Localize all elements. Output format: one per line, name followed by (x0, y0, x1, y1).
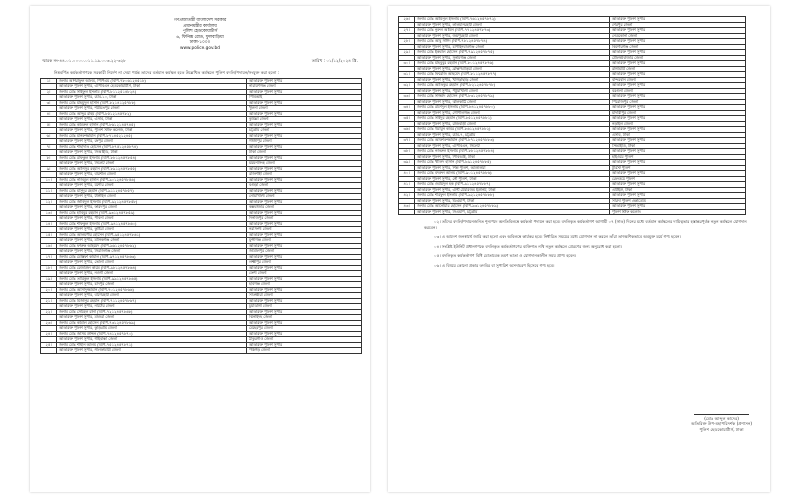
name-cell: অতিরিক্ত পুলিশ সুপার, নৌ পুলিশ, ঢাকা (415, 176, 610, 182)
name-cell: অতিরিক্ত পুলিশ সুপার, শিল্প পুলিশ, আশুলিয়া (415, 165, 610, 171)
serial-cell: ১৪। (41, 221, 57, 227)
posting-cell: সাতক্ষীরা জেলা (247, 293, 362, 299)
posting-cell: বান্দরবান জেলা (610, 77, 746, 83)
posting-cell: নেত্রকোনা জেলা (610, 33, 746, 39)
posting-cell: অতিরিক্ত পুলিশ সুপার (610, 17, 746, 23)
name-cell: অতিরিক্ত পুলিশ সুপার, রাজবাড়ী জেলা (415, 121, 610, 127)
serial-cell: ১৬। (41, 243, 57, 249)
name-cell: অতিরিক্ত পুলিশ সুপার, কুষ্টিয়া জেলা (57, 227, 247, 233)
letterhead-line: www.police.gov.bd (179, 45, 221, 51)
serial-cell: ৩৫। (399, 116, 415, 122)
name-cell: অতিরিক্ত পুলিশ সুপার, টাঙ্গাইল জেলা (57, 194, 247, 200)
posting-cell: অতিরিক্ত পুলিশ সুপার (247, 78, 362, 84)
note-paragraph: ০৬। এ বিষয়ে কোনো প্রকার তদবির বা সুপারিশ অসদাচরণ হিসেবে গণ্য হবে। (434, 262, 555, 268)
name-cell: জনাব মোঃ বদরুল আলম (বিপি-৯০১২৪৫৭৮৮৬) (415, 171, 610, 177)
posting-cell: অতিরিক্ত পুলিশ সুপার (247, 144, 362, 150)
serial-cell: ২৮। (399, 39, 415, 45)
name-cell: অতিরিক্ত পুলিশ সুপার, চাঁদপুর জেলা (57, 282, 247, 288)
posting-cell: বরগুনা জেলা (610, 88, 746, 94)
memo-date: তারিখ : ০১/১২/২০২৪ খ্রি. (311, 57, 358, 63)
note-paragraph: ০৫। বদলিকৃত কর্মকর্তাগণ বিধি মোতাবেক ভ্রমণ ভাতা ও যোগদানকালীন সময় প্রাপ্য হবেন। (434, 253, 577, 258)
posting-cell: অতিরিক্ত পুলিশ সুপার (610, 149, 746, 155)
name-cell: অতিরিক্ত পুলিশ সুপার, ঝালকাঠি জেলা (415, 99, 610, 105)
name-cell: অতিরিক্ত পুলিশ সুপার, এসবি, ঢাকা (57, 117, 247, 123)
serial-cell (41, 348, 57, 354)
note-paragraph: ০৩। এ আদেশ জনস্বার্থে জারি করা হলো এবং অবিলম্বে কার্যকর হবে। নির্ধারিত সময়ের মধ্যে যোগদান না করলে তাঁরা তাৎক্ষণিকভাবে অবমুক্ত মর্মে গণ্য হবেন। (434, 234, 681, 239)
serial-cell: ২০। (41, 287, 57, 293)
posting-cell: ঢাকা জেলা (247, 150, 362, 156)
serial-cell: ৩১। (399, 72, 415, 78)
posting-cell: অতিরিক্ত পুলিশ সুপার (610, 193, 746, 199)
posting-cell: এসবি, ঢাকা (610, 132, 746, 138)
name-cell: জনাব মোঃ কামরুল হাসান (বিপি-৮৬১২১৪৫৭৪৫) (57, 122, 247, 128)
posting-cell: ময়মনসিংহ জেলা (247, 161, 362, 167)
name-cell: জনাব মোঃ মনিরুজ্জামান (বিপি-৮৭১৪৫২১২৪৫) (57, 133, 247, 139)
name-cell: অতিরিক্ত পুলিশ সুপার, চাঁপাইনবাবগঞ্জ জেলা (415, 44, 610, 50)
name-cell: জনাব মোঃ শাহাদাত হোসেন (বিপি-৮৭৫১২৪৫৮৭৪) (57, 144, 247, 150)
name-cell: জনাব মোঃ শাহীন আলম (বিপি-৭৫১২৪৫৭৮৭১) (57, 342, 247, 348)
posting-cell: অতিরিক্ত পুলিশ সুপার (247, 232, 362, 238)
posting-cell: অতিরিক্ত পুলিশ সুপার (610, 204, 746, 210)
name-cell: জনাব মোঃ সাজ্জাদ হোসেন (বিপি-৮৩১২৪৫৭৮৭৯) (415, 94, 610, 100)
name-cell: জনাব মোঃ মোস্তফা কামাল (বিপি-৯৭১২৪৫৭৮৬৩) (57, 254, 247, 260)
serial-cell: ১৮। (41, 265, 57, 271)
name-cell: অতিরিক্ত পুলিশ সুপার, পটুয়াখালী জেলা (415, 88, 610, 94)
posting-cell: অতিরিক্ত পুলিশ সুপার (247, 265, 362, 271)
name-cell: জনাব মোঃ নুরুল আমিন (বিপি-৭৭১২৪৫৭৮৭৩) (415, 28, 610, 34)
posting-cell: অতিরিক্ত পুলিশ সুপার (247, 111, 362, 117)
letterhead-line: গণপ্রজাতন্ত্রী বাংলাদেশ সরকার (173, 18, 227, 23)
posting-cell: অতিরিক্ত পুলিশ সুপার (247, 331, 362, 337)
posting-cell: অতিরিক্ত পুলিশ সুপার (610, 182, 746, 188)
posting-cell: মেহেরপুর জেলা (247, 326, 362, 332)
serial-cell: ৫। (41, 122, 57, 128)
document-page-right (388, 6, 770, 492)
posting-cell: অতিরিক্ত পুলিশ সুপার (610, 28, 746, 34)
name-cell: জনাব মোঃ শরিফুল ইসলাম (বিপি-৯২১২৪৫৭৮৮৮) (415, 193, 610, 199)
posting-cell: অতিরিক্ত পুলিশ সুপার (610, 61, 746, 67)
posting-cell: অতিরিক্ত পুলিশ সুপার (247, 320, 362, 326)
name-cell: জনাব মোঃ মাহমুদুল হাসান (বিপি-৮২১৪১২৫৭৮৮) (57, 100, 247, 106)
posting-cell: অতিরিক্ত পুলিশ সুপার (610, 138, 746, 144)
serial-cell: ২৯। (399, 50, 415, 56)
name-cell: অতিরিক্ত পুলিশ সুপার, খাগড়াছড়ি জেলা (415, 77, 610, 83)
serial-cell: ৩। (41, 100, 57, 106)
posting-cell: অতিরিক্ত পুলিশ সুপার (247, 100, 362, 106)
posting-cell: কক্সবাজার জেলা (247, 205, 362, 211)
name-cell: অতিরিক্ত পুলিশ সুপার, মাগুরা জেলা (57, 315, 247, 321)
name-cell: অতিরিক্ত পুলিশ সুপার, সিরাজগঞ্জ জেলা (57, 249, 247, 255)
posting-cell: নোয়াখালী জেলা (247, 194, 362, 200)
posting-cell: পুলিশ স্টাফ কলেজ (610, 209, 746, 215)
name-cell: অতিরিক্ত পুলিশ সুপার, পাবনা জেলা (57, 216, 247, 222)
serial-cell: ২৪। (41, 331, 57, 337)
letterhead (30, 18, 370, 52)
posting-cell: অতিরিক্ত পুলিশ সুপার (247, 89, 362, 95)
serial-cell: ৭। (41, 144, 57, 150)
table-row (399, 209, 746, 215)
letterhead-line: ৬, ফিনিক্স রোড, ফুলবাড়িয়া (176, 34, 224, 40)
posting-cell: ঝিনাইদহ জেলা (247, 315, 362, 321)
signature-line (694, 414, 749, 415)
name-cell: অতিরিক্ত পুলিশ সুপার, শরীয়তপুর জেলা (57, 106, 247, 112)
name-cell: জনাব মোঃ কামাল হোসেন (বিপি-৭৩১২৪৫৭৮৬৯) (57, 320, 247, 326)
serial-cell: ৩২। (399, 83, 415, 89)
name-cell: জনাব মোঃ শফিকুল ইসলাম (বিপি-৯৪১২৪৫৭৮৬০) (57, 221, 247, 227)
name-cell: অতিরিক্ত পুলিশ সুপার, পুলিশ স্টাফ কলেজ, ঢাকা (57, 128, 247, 134)
name-cell: জনাব মোঃ নাজমুল হাসান (বিপি-৯০১২৪৫৭৮৫৬) (57, 177, 247, 183)
serial-cell: ৪। (41, 111, 57, 117)
serial-cell: ২১। (41, 298, 57, 304)
serial-cell: ৪২। (399, 193, 415, 199)
posting-cell: অতিরিক্ত পুলিশ সুপার (247, 276, 362, 282)
serial-cell: ২৬। (399, 17, 415, 23)
posting-cell: অতিরিক্ত পুলিশ সুপার (247, 309, 362, 315)
posting-cell: অতিরিক্ত পুলিশ সুপার (247, 177, 362, 183)
posting-cell: অতিরিক্ত পুলিশ সুপার (247, 199, 362, 205)
serial-cell: ৪৩। (399, 204, 415, 210)
name-cell: অতিরিক্ত পুলিশ সুপার, গাইবান্ধা জেলা (57, 337, 247, 343)
signature-block (691, 414, 752, 432)
note-paragraph: ০২। তাঁদের বদলি/পদায়নজনিত শূন্যপদে অনতিবিলম্বে কর্মকর্তা পদায়ন করা হবে। বদলিকৃত কর্মকর্তাগণ আগামী ০৭ (সাত) দিনের মধ্যে বর্তমান কর্মস্থলের দায়িত্বভার হস্তান্তরপূর্বক নতুন কর্মস্থলে যোগদান করবেন। (424, 219, 747, 230)
name-cell: অতিরিক্ত পুলিশ সুপার, নীলফামারী জেলা (57, 348, 247, 354)
posting-cell: অতিরিক্ত পুলিশ সুপার (247, 342, 362, 348)
posting-cell: রাঙ্গামাটি জেলা (610, 66, 746, 72)
name-cell: অতিরিক্ত পুলিশ সুপার, র‍্যাব-৭, চট্টগ্রাম (415, 132, 610, 138)
posting-cell: কুমিল্লা জেলা (247, 117, 362, 123)
name-cell: জনাব মোঃ সাইফুল ইসলাম (বিপি-৮১১২৫১৪৮২৪) (57, 89, 247, 95)
name-cell: জনাব মোঃ ইকবাল হোসেন (বিপি-৭৯১২৪৫৭৮৭৫) (415, 50, 610, 56)
serial-cell: ৩৩। (399, 94, 415, 100)
name-cell: জনাব মোঃ আনোয়ার হোসেন (বিপি-৯৩১২৪৫৭৮৮৯) (415, 204, 610, 210)
name-cell: জনাব মোঃ হাবিবুর রহমান (বিপি-৯৩১২৪৫৭৮৫৯) (57, 210, 247, 216)
posting-cell: ফেনী জেলা (247, 271, 362, 277)
name-cell: জনাব মোঃ জাহিদুল ইসলাম (বিপি-৯২১২৪৫৭৮৫৮) (57, 199, 247, 205)
posting-cell: অতিরিক্ত পুলিশ সুপার (247, 155, 362, 161)
serial-cell: ১০। (41, 177, 57, 183)
posting-cell: কিশোরগঞ্জ জেলা (610, 44, 746, 50)
memo-number: স্মারক নং-৪৪.০১.০০০০.০১১.১৯.০০৩.২২-৩২৮ (42, 57, 127, 63)
name-cell: অতিরিক্ত পুলিশ সুপার, সুনামগঞ্জ জেলা (415, 55, 610, 61)
posting-cell: নড়াইল জেলা (610, 121, 746, 127)
posting-cell: অতিরিক্ত পুলিশ সুপার (247, 210, 362, 216)
serial-cell: ৩৬। (399, 127, 415, 133)
serial-cell: ২৭। (399, 28, 415, 34)
posting-cell: গাজীপুর জেলা (247, 139, 362, 145)
note-paragraph: ০৪। সংশ্লিষ্ট ইউনিট প্রধানগণকে বদলিকৃত কর্মকর্তাগণের ব্যক্তিগত নথি নতুন কর্মস্থলে প্রেরণের জন্য অনুরোধ করা হলো। (434, 243, 623, 249)
name-cell: অতিরিক্ত পুলিশ সুপার, সিএমপি, চট্টগ্রাম (415, 209, 610, 215)
serial-cell: ১। (41, 78, 57, 84)
name-cell: জনাব মোঃ আসাদুজ্জামান (বিপি-৭০১২৪৫৭৮৬৬) (57, 287, 247, 293)
signatory-office: পুলিশ হেডকোয়ার্টার্স, ঢাকা (699, 426, 744, 432)
name-cell: অতিরিক্ত পুলিশ সুপার, কুড়িগ্রাম জেলা (57, 326, 247, 332)
posting-cell: সারদা পুলিশ একাডেমি (610, 198, 746, 204)
posting-cell: অতিরিক্ত পুলিশ সুপার (247, 254, 362, 260)
serial-cell: ১২। (41, 199, 57, 205)
name-cell: জনাব মোঃ আলমগীর হোসেন (বিপি-৯৫১২৪৫৭৮৬১) (57, 232, 247, 238)
name-cell: অতিরিক্ত পুলিশ সুপার, ফরিদপুর জেলা (57, 205, 247, 211)
name-cell: অতিরিক্ত পুলিশ সুপার, বরিশাল জেলা (57, 172, 247, 178)
posting-cell: অতিরিক্ত পুলিশ সুপার (610, 171, 746, 177)
name-cell: জনাব মোঃ নজরুল ইসলাম (বিপি-৮৮১২৪৫৭৮৮৪) (415, 149, 610, 155)
transfer-table (40, 78, 362, 354)
name-cell: অতিরিক্ত পুলিশ সুপার, ভোলা জেলা (57, 260, 247, 266)
posting-cell: টুরিস্ট পুলিশ (610, 165, 746, 171)
serial-cell: ১৫। (41, 232, 57, 238)
transfer-table (398, 16, 746, 215)
serial-cell: ৩৭। (399, 138, 415, 144)
serial-cell: ৯। (41, 166, 57, 172)
name-cell: জনাব মোঃ রাশেদুল ইসলাম (বিপি-৮৪১২৪৫৭৮৮০) (415, 105, 610, 111)
serial-cell: ২২। (41, 309, 57, 315)
serial-cell: ২৫। (41, 342, 57, 348)
posting-cell: মুন্সীগঞ্জ জেলা (247, 238, 362, 244)
name-cell: অতিরিক্ত পুলিশ সুপার, এপিবিএন হেডকোয়ার্টার্স, ঢাকা (57, 84, 247, 90)
serial-cell: ৩৪। (399, 105, 415, 111)
name-cell: জনাব মোঃ আব্দুর রহিম (বিপি-৮৫১২১৪৫৭৮২) (57, 111, 247, 117)
posting-cell: দিনাজপুর জেলা (247, 216, 362, 222)
name-cell: অতিরিক্ত পুলিশ সুপার, সিলেট জেলা (57, 161, 247, 167)
posting-cell: অতিরিক্ত পুলিশ সুপার (247, 221, 362, 227)
posting-cell: মাদারীপুর জেলা (610, 110, 746, 116)
posting-cell: অতিরিক্ত পুলিশ সুপার (610, 94, 746, 100)
name-cell: জনাব মোঃ জসিম উদ্দিন (বিপি-৭৪১২৪৫৭৮৭০) (57, 331, 247, 337)
serial-cell: ৩৮। (399, 149, 415, 155)
posting-cell: চট্টগ্রাম জেলা (247, 128, 362, 134)
serial-cell: ১৩। (41, 210, 57, 216)
letterhead-line: প্রধানমন্ত্রীর কার্যালয় (183, 23, 217, 29)
posting-cell: অতিরিক্ত পুলিশ সুপার (247, 122, 362, 128)
name-cell: জনাব মোঃ মাহবুবুর রহমান (বিপি-৮০১২৪৫৭৮৭৬) (415, 61, 610, 67)
name-cell: জনাব মোঃ সোহেল রানা (বিপি-৭২১২৪৫৭৮৬৮) (57, 309, 247, 315)
posting-cell: অতিরিক্ত পুলিশ সুপার (247, 243, 362, 249)
posting-cell: অতিরিক্ত পুলিশ সুপার (247, 166, 362, 172)
name-cell: জনাব মোঃ ফিরোজ আহমেদ (বিপি-৮১১২৪৫৭৮৭৭) (415, 72, 610, 78)
posting-cell: চুয়াডাঙ্গা জেলা (247, 304, 362, 310)
table-row (41, 348, 362, 354)
name-cell: অতিরিক্ত পুলিশ সুপার, যশোর জেলা (57, 183, 247, 189)
name-cell: জনাব মোঃ ফারুক আহমেদ (বিপি-৯৬১২৪৫৭৮৬২) (57, 243, 247, 249)
serial-cell: ৪০। (399, 171, 415, 177)
serial-cell: ৪১। (399, 182, 415, 188)
posting-cell: রাজশাহী জেলা (247, 172, 362, 178)
name-cell: অতিরিক্ত পুলিশ সুপার, লালমনিরহাট জেলা (415, 22, 610, 28)
serial-cell: ২৩। (41, 320, 57, 326)
name-cell: অতিরিক্ত পুলিশ সুপার, বাগেরহাট জেলা (57, 293, 247, 299)
posting-cell: অতিরিক্ত পুলিশ সুপার (610, 39, 746, 45)
posting-cell: লক্ষ্মীপুর জেলা (247, 260, 362, 266)
name-cell: জনাব মোঃ রফিকুল ইসলাম (বিপি-৮৮১২৪৫৭৮৫৪) (57, 155, 247, 161)
posting-cell: এটিইউ, ঢাকা (610, 187, 746, 193)
posting-cell: পঞ্চগড় জেলা (247, 348, 362, 354)
name-cell: অতিরিক্ত পুলিশ সুপার, এন্টি টেররিজম ইউনিট, ঢাকা (415, 187, 610, 193)
posting-cell: ঠাকুরগাঁও জেলা (247, 337, 362, 343)
posting-cell: পিরোজপুর জেলা (610, 99, 746, 105)
name-cell: জনাব মোঃ আতিকুর রহমান (বিপি-৮২১২৪৫৭৮৭৮) (415, 83, 610, 89)
serial-cell: ৩৯। (399, 160, 415, 166)
serial-cell: ৩০। (399, 61, 415, 67)
name-cell: অতিরিক্ত পুলিশ সুপার, জয়পুরহাট জেলা (415, 33, 610, 39)
name-cell: জনাব মোঃ রেজাউল করিম (বিপি-৯৮১২৪৫৭৮৬৪) (57, 265, 247, 271)
name-cell: অতিরিক্ত পুলিশ সুপার, নাটোর জেলা (57, 304, 247, 310)
intro-paragraph: নিম্নবর্ণিত কর্মকর্তাগণকে সরকারী নির্দেশ না দেয়া পর্যন্ত তাদের বর্তমান কর্মস্থল হতে উল্লেখিত কর্মস্থলে পুলিশ বদলি/পদায়ন/সংযুক্ত করা হলো : (54, 69, 280, 75)
name-cell: জনাব মোঃ হুমায়ুন কবির (বিপি-৮৬১২৪৫৭৮৮২) (415, 127, 610, 133)
signatory-title: অতিরিক্ত উপ-মহাপরিদর্শক (প্রশাসন) (691, 421, 752, 427)
name-cell: অতিরিক্ত পুলিশ সুপার, পিবিআই, ঢাকা (415, 154, 610, 160)
posting-cell: নারায়ণগঞ্জ জেলা (247, 84, 362, 90)
posting-cell: অতিরিক্ত পুলিশ সুপার (610, 127, 746, 133)
posting-cell: হাইওয়ে পুলিশ (610, 154, 746, 160)
name-cell: অতিরিক্ত পুলিশ সুপার, মানিকগঞ্জ জেলা (57, 238, 247, 244)
posting-cell: পিবিআই (247, 95, 362, 101)
serial-cell: ১৭। (41, 254, 57, 260)
name-cell: জনাব মোঃ আনিসুর রহমান (বিপি-৮৯১২৪৫৭৮৫৫) (57, 166, 247, 172)
name-cell: জনাব মোঃ মাসুদুর রহমান (বিপি-৯১১২৪৫৭৮৫৭) (57, 188, 247, 194)
letterhead-line: পুলিশ হেডকোয়ার্টার্স (182, 29, 218, 35)
name-cell: জনাব মোঃ মিজানুর রহমান (বিপি-৭১১২৪৫৭৮৬৭) (57, 298, 247, 304)
posting-cell: অতিরিক্ত পুলিশ সুপার (247, 188, 362, 194)
serial-cell: ২। (41, 89, 57, 95)
name-cell: অতিরিক্ত পুলিশ সুপার, নওগাঁ জেলা (57, 271, 247, 277)
posting-cell: অতিরিক্ত পুলিশ সুপার (247, 133, 362, 139)
posting-cell: অতিরিক্ত পুলিশ সুপার (610, 50, 746, 56)
posting-cell: মৌলভীবাজার জেলা (610, 55, 746, 61)
name-cell: অতিরিক্ত পুলিশ সুপার, ডিএমপি, ঢাকা (415, 198, 610, 204)
name-cell: অতিরিক্ত পুলিশ সুপার, র‍্যাব-১০, ঢাকা (57, 95, 247, 101)
posting-cell: খুলনা জেলা (247, 106, 362, 112)
posting-cell: হবিগঞ্জ জেলা (247, 282, 362, 288)
posting-cell: নরসিংদী জেলা (247, 227, 362, 233)
name-cell: জনাব মোঃ আমিনুল ইসলাম (বিপি-৭৬১২৪৫৭৮৭২) (415, 17, 610, 23)
name-cell: জনাব মোঃ আবু সাঈদ (বিপি-৭৮১২৪৫৭৮৭৪) (415, 39, 610, 45)
serial-cell: ৮। (41, 155, 57, 161)
document-page-left (30, 6, 370, 492)
serial-cell: ৬। (41, 133, 57, 139)
name-cell: অতিরিক্ত পুলিশ সুপার, এপিবিএন, সিলেট (415, 143, 610, 149)
name-cell: জনাব মোঃ ওবায়দুল হক (বিপি-৯১১২৪৫৭৮৮৭) (415, 182, 610, 188)
posting-cell: বগুড়া জেলা (247, 183, 362, 189)
name-cell: অতিরিক্ত পুলিশ সুপার, গোপালগঞ্জ জেলা (415, 110, 610, 116)
posting-cell: অতিরিক্ত পুলিশ সুপার (610, 160, 746, 166)
posting-cell: অতিরিক্ত পুলিশ সুপার (610, 72, 746, 78)
order-notes (424, 219, 758, 268)
posting-cell: অতিরিক্ত পুলিশ সুপার (247, 298, 362, 304)
posting-cell: অতিরিক্ত পুলিশ সুপার (610, 105, 746, 111)
name-cell: অতিরিক্ত পুলিশ সুপার, সিআইডি, ঢাকা (57, 150, 247, 156)
letterhead-line: ঢাকা-১০০০ (189, 40, 211, 46)
posting-cell: জামালপুর জেলা (247, 249, 362, 255)
name-cell: অতিরিক্ত পুলিশ সুপার, ব্রাহ্মণবাড়িয়া জেলা (415, 66, 610, 72)
name-cell: জনাব আশরাফুল আলম, পিপিএম (বিপি-৭৮০৬১২৪৫১৮) (57, 78, 247, 84)
name-cell: অতিরিক্ত পুলিশ সুপার, রংপুর জেলা (57, 139, 247, 145)
posting-cell: অতিরিক্ত পুলিশ সুপার (610, 116, 746, 122)
posting-cell: রেলওয়ে পুলিশ (610, 176, 746, 182)
name-cell: জনাব মোঃ আক্তারুজ্জামান (বিপি-৮৭১২৪৫৭৮৮৩) (415, 138, 610, 144)
name-cell: জনাব মোঃ তারিকুল ইসলাম (বিপি-৯৯১২৪৫৭৮৬৫) (57, 276, 247, 282)
serial-cell (399, 209, 415, 215)
serial-cell: ১১। (41, 188, 57, 194)
memo-reference (42, 58, 358, 65)
posting-cell: শেরপুর জেলা (610, 22, 746, 28)
serial-cell: ১৯। (41, 276, 57, 282)
name-cell: জনাব মোঃ খালিদ হাসান (বিপি-৮৯১২৪৫৭৮৮৫) (415, 160, 610, 166)
posting-cell: সিআইডি, ঢাকা (610, 143, 746, 149)
posting-cell: অতিরিক্ত পুলিশ সুপার (610, 83, 746, 89)
signatory-name: (মোঃ আব্দুল কাদের) (704, 415, 739, 421)
name-cell: জনাব মোঃ সাইদুর রহমান (বিপি-৮৫১২৪৫৭৮৮১) (415, 116, 610, 122)
posting-cell: অতিরিক্ত পুলিশ সুপার (247, 287, 362, 293)
